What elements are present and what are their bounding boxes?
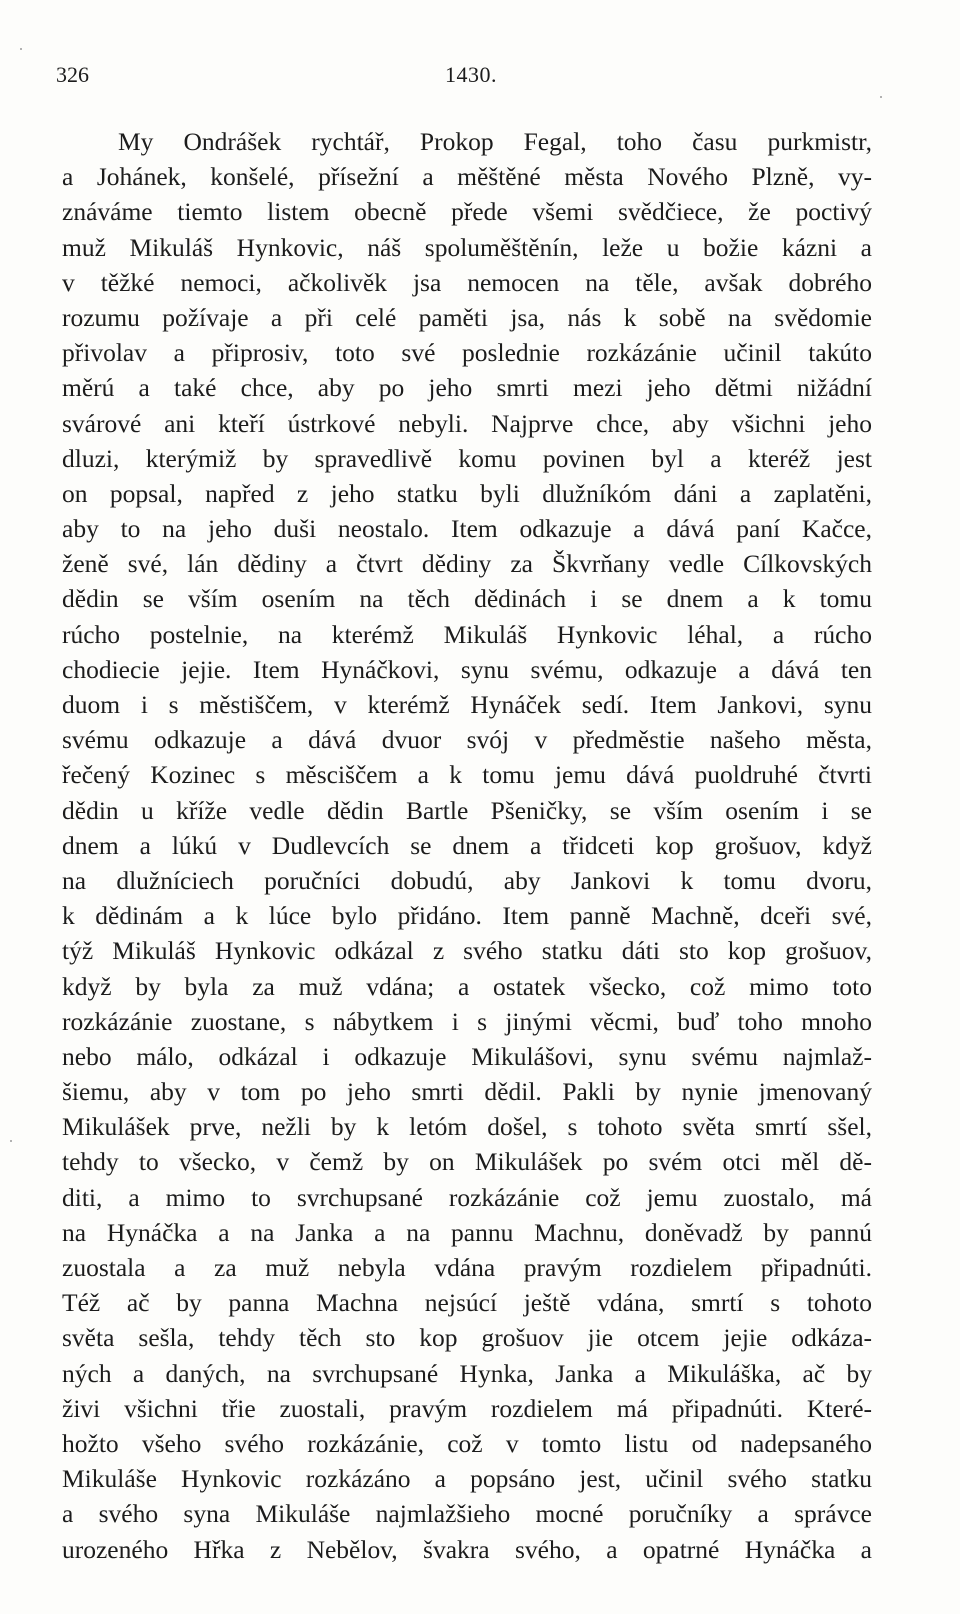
running-head-year: 1430. [445,62,497,87]
text-line: svárové ani kteří ústrkové nebyli. Najprve chce, aby všichni jeho [62,408,872,438]
text-line: hožto všeho svého rozkázánie, což v tomto listu od nadepsaného [62,1428,872,1458]
text-line: aby to na jeho duši neostalo. Item odkazuje a dává paní Kačce, [62,514,872,544]
text-line: dědin u kříže vedle dědin Bartle Pšeničky, se vším osením i se [62,795,872,825]
scan-speck [880,96,882,98]
text-line: on popsal, napřed z jeho statku byli dlužníkóm dáni a zaplatěni, [62,478,872,508]
text-line: urozeného Hřka z Nebělov, švakra svého, a opatrné Hynáčka a [62,1534,872,1564]
text-line: řečený Kozinec s měsciščem a k tomu jemu dává puoldruhé čtvrti [62,760,872,790]
text-line: duom i s městiščem, v kterémž Hynáček sedí. Item Jankovi, synu [62,690,872,719]
text-line: a svého syna Mikuláše najmlažšieho mocné poručníky a správce [62,1499,872,1529]
text-line: šiemu, aby v tom po jeho smrti dědil. Pakli by nynie jmenovaný [62,1077,872,1107]
text-line: ných a daných, na svrchupsané Hynka, Janka a Mikuláška, ač by [62,1358,872,1388]
text-line: když by byla za muž vdána; a ostatek všecko, což mimo toto [62,971,872,1001]
text-line: zuostala a za muž nebyla vdána pravým rozdielem připadnúti. [62,1253,872,1282]
charter-text [62,124,872,1567]
text-line: Mikulášek prve, nežli by k letóm došel, s tohoto světa smrtí sšel, [62,1112,872,1142]
text-line: světa sešla, tehdy těch sto kop grošuov jie otcem jejie odkáza- [62,1323,872,1353]
text-line: diti, a mimo to svrchupsané rozkázánie což jemu zuostalo, má [62,1182,872,1212]
text-line: znáváme tiemto listem obecně přede všemi svědčiece, že poctivý [62,197,872,227]
text-line: týž Mikuláš Hynkovic odkázal z svého statku dáti sto kop grošuov, [62,936,872,966]
text-line: chodiecie jejie. Item Hynáčkovi, synu svému, odkazuje a dává ten [62,654,872,684]
text-line: rúcho postelnie, na kterémž Mikuláš Hynkovic léhal, a rúcho [62,619,872,649]
text-line: na Hynáčka a na Janka a na pannu Machnu, doněvadž by pannú [62,1217,872,1247]
text-line: svému odkazuje a dává dvuor svój v předměstie našeho města, [62,725,872,755]
text-line: přivolav a připrosiv, toto své poslednie rozkázánie učinil takúto [62,338,872,368]
page-number: 326 [56,62,89,87]
text-line: dluzi, kterýmiž by spravedlivě komu povinen byl a kteréž jest [62,443,872,473]
text-line: měrú a také chce, aby po jeho smrti mezi jeho dětmi nižádní [62,373,872,403]
scan-speck [20,48,22,50]
text-line: Mikuláše Hynkovic rozkázáno a popsáno jest, učinil svého statku [62,1464,872,1494]
text-line: tehdy to všecko, v čemž by on Mikulášek po svém otci měl dě- [62,1147,872,1177]
scan-speck [10,1140,12,1142]
text-line: muž Mikuláš Hynkovic, náš spoluměštěnín, leže u božie kázni a [62,232,872,262]
text-line: na dlužníciech poručníci dobudú, aby Jankovi k tomu dvoru, [62,865,872,895]
text-line: a Johánek, konšelé, přísežní a měštěné města Nového Plzně, vy- [62,162,872,192]
text-line: dnem a lúkú v Dudlevcích se dnem a třidceti kop grošuov, když [62,830,872,860]
page-header [56,62,886,92]
text-line: dědin se vším osením na těch dědinách i se dnem a k tomu [62,584,872,614]
text-line: v těžké nemoci, ačkolivěk jsa nemocen na těle, avšak dobrého [62,267,872,297]
text-line: My Ondrášek rychtář, Prokop Fegal, toho času purkmistr, [118,127,872,156]
text-line: nebo málo, odkázal i odkazuje Mikulášovi, synu svému najmlaž- [62,1041,872,1071]
text-line: rozkázánie zuostane, s nábytkem i s jinými věcmi, buď toho mnoho [62,1006,872,1036]
text-line: živi všichni třie zuostali, pravým rozdielem má připadnúti. Které- [62,1393,872,1423]
text-line: Též ač by panna Machna nejsúcí ještě vdána, smrtí s tohoto [62,1288,872,1318]
text-line: k dědinám a k lúce bylo přidáno. Item panně Machně, dceři své, [62,901,872,931]
text-line: rozumu požívaje a při celé paměti jsa, nás k sobě na svědomie [62,302,872,332]
text-line: ženě své, lán dědiny a čtvrt dědiny za Škvrňany vedle Cílkovských [62,549,872,579]
